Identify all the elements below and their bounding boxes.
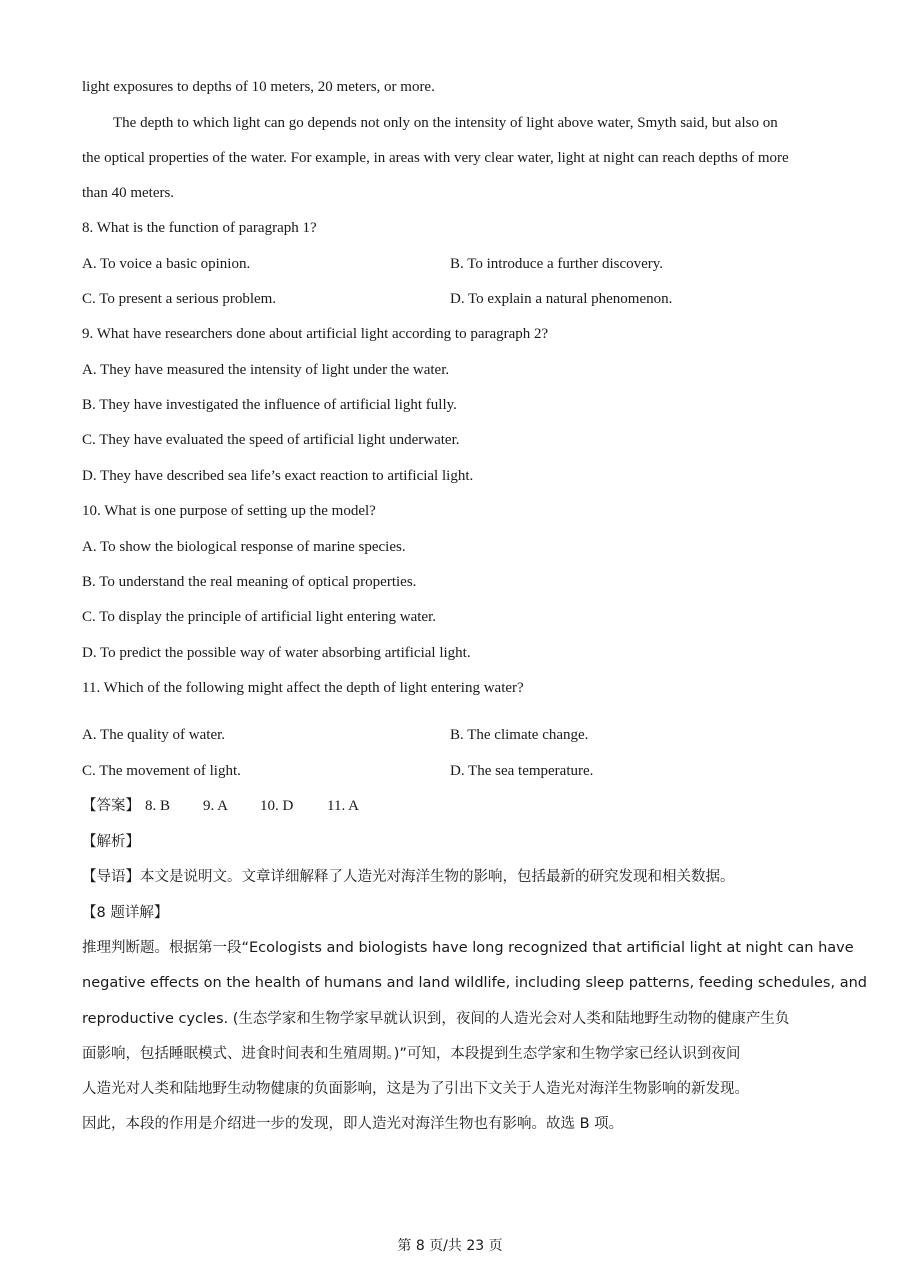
page-footer: 第 8 页/共 23 页 bbox=[397, 1238, 503, 1254]
analysis-label: 【解析】 bbox=[82, 834, 140, 850]
option-a: A. To show the biological response of marine species. bbox=[82, 539, 406, 555]
option-c: C. The movement of light. bbox=[82, 763, 241, 779]
answer-item: 11. A bbox=[327, 798, 359, 814]
option-b: B. The climate change. bbox=[450, 727, 589, 743]
question-stem: 10. What is one purpose of setting up the model? bbox=[82, 503, 376, 519]
option-a: A. To voice a basic opinion. bbox=[82, 256, 251, 272]
passage-line: than 40 meters. bbox=[82, 185, 175, 201]
answer-label: 【答案】 bbox=[82, 798, 140, 814]
option-c: C. To present a serious problem. bbox=[82, 291, 277, 307]
q8-detail-line: reproductive cycles. (生态学家和生物学家早就认识到，夜间的人造光会对人类和陆地野生动物的健康产生负 bbox=[82, 1011, 790, 1027]
option-b: B. To understand the real meaning of optical properties. bbox=[82, 574, 417, 590]
question-stem: 8. What is the function of paragraph 1? bbox=[82, 220, 317, 236]
q8-detail-line: 人造光对人类和陆地野生动物健康的负面影响，这是为了引出下文关于人造光对海洋生物影响的新发现。 bbox=[82, 1081, 749, 1097]
passage-line: the optical properties of the water. For example, in areas with very clear water, light at night can reach depths of more bbox=[82, 150, 789, 166]
answer-item: 9. A bbox=[203, 798, 229, 814]
question-stem: 9. What have researchers done about artificial light according to paragraph 2? bbox=[82, 326, 549, 342]
option-c: C. To display the principle of artificial light entering water. bbox=[82, 609, 436, 625]
option-c: C. They have evaluated the speed of artificial light underwater. bbox=[82, 432, 460, 448]
q8-detail-line: 面影响，包括睡眠模式、进食时间表和生殖周期。)”可知，本段提到生态学家和生物学家已经认识到夜间 bbox=[82, 1046, 741, 1062]
option-a: A. The quality of water. bbox=[82, 727, 226, 743]
option-b: B. They have investigated the influence of artificial light fully. bbox=[82, 397, 457, 413]
q8-detail-label: 【8 题详解】 bbox=[82, 905, 169, 921]
option-d: D. To explain a natural phenomenon. bbox=[450, 291, 673, 307]
option-d: D. The sea temperature. bbox=[450, 763, 594, 779]
passage-line: light exposures to depths of 10 meters, 20 meters, or more. bbox=[82, 79, 435, 95]
option-d: D. To predict the possible way of water absorbing artificial light. bbox=[82, 645, 471, 661]
answer-item: 10. D bbox=[260, 798, 294, 814]
option-a: A. They have measured the intensity of light under the water. bbox=[82, 362, 450, 378]
q8-detail-line: 推理判断题。根据第一段“Ecologists and biologists have long recognized that artificial light at night can have bbox=[82, 940, 854, 956]
option-b: B. To introduce a further discovery. bbox=[450, 256, 664, 272]
option-d: D. They have described sea life’s exact reaction to artificial light. bbox=[82, 468, 474, 484]
question-stem: 11. Which of the following might affect the depth of light entering water? bbox=[82, 680, 524, 696]
passage-line: The depth to which light can go depends not only on the intensity of light above water, Smyth said, but also on bbox=[113, 115, 778, 131]
answer-row bbox=[82, 796, 359, 816]
analysis-intro: 【导语】本文是说明文。文章详细解释了人造光对海洋生物的影响，包括最新的研究发现和相关数据。 bbox=[82, 869, 735, 885]
answer-item: 8. B bbox=[145, 798, 171, 814]
q8-detail-line: negative effects on the health of humans and land wildlife, including sleep patterns, feeding schedules, and bbox=[82, 975, 867, 991]
q8-detail-line: 因此，本段的作用是介绍进一步的发现，即人造光对海洋生物也有影响。故选 B 项。 bbox=[82, 1116, 624, 1132]
